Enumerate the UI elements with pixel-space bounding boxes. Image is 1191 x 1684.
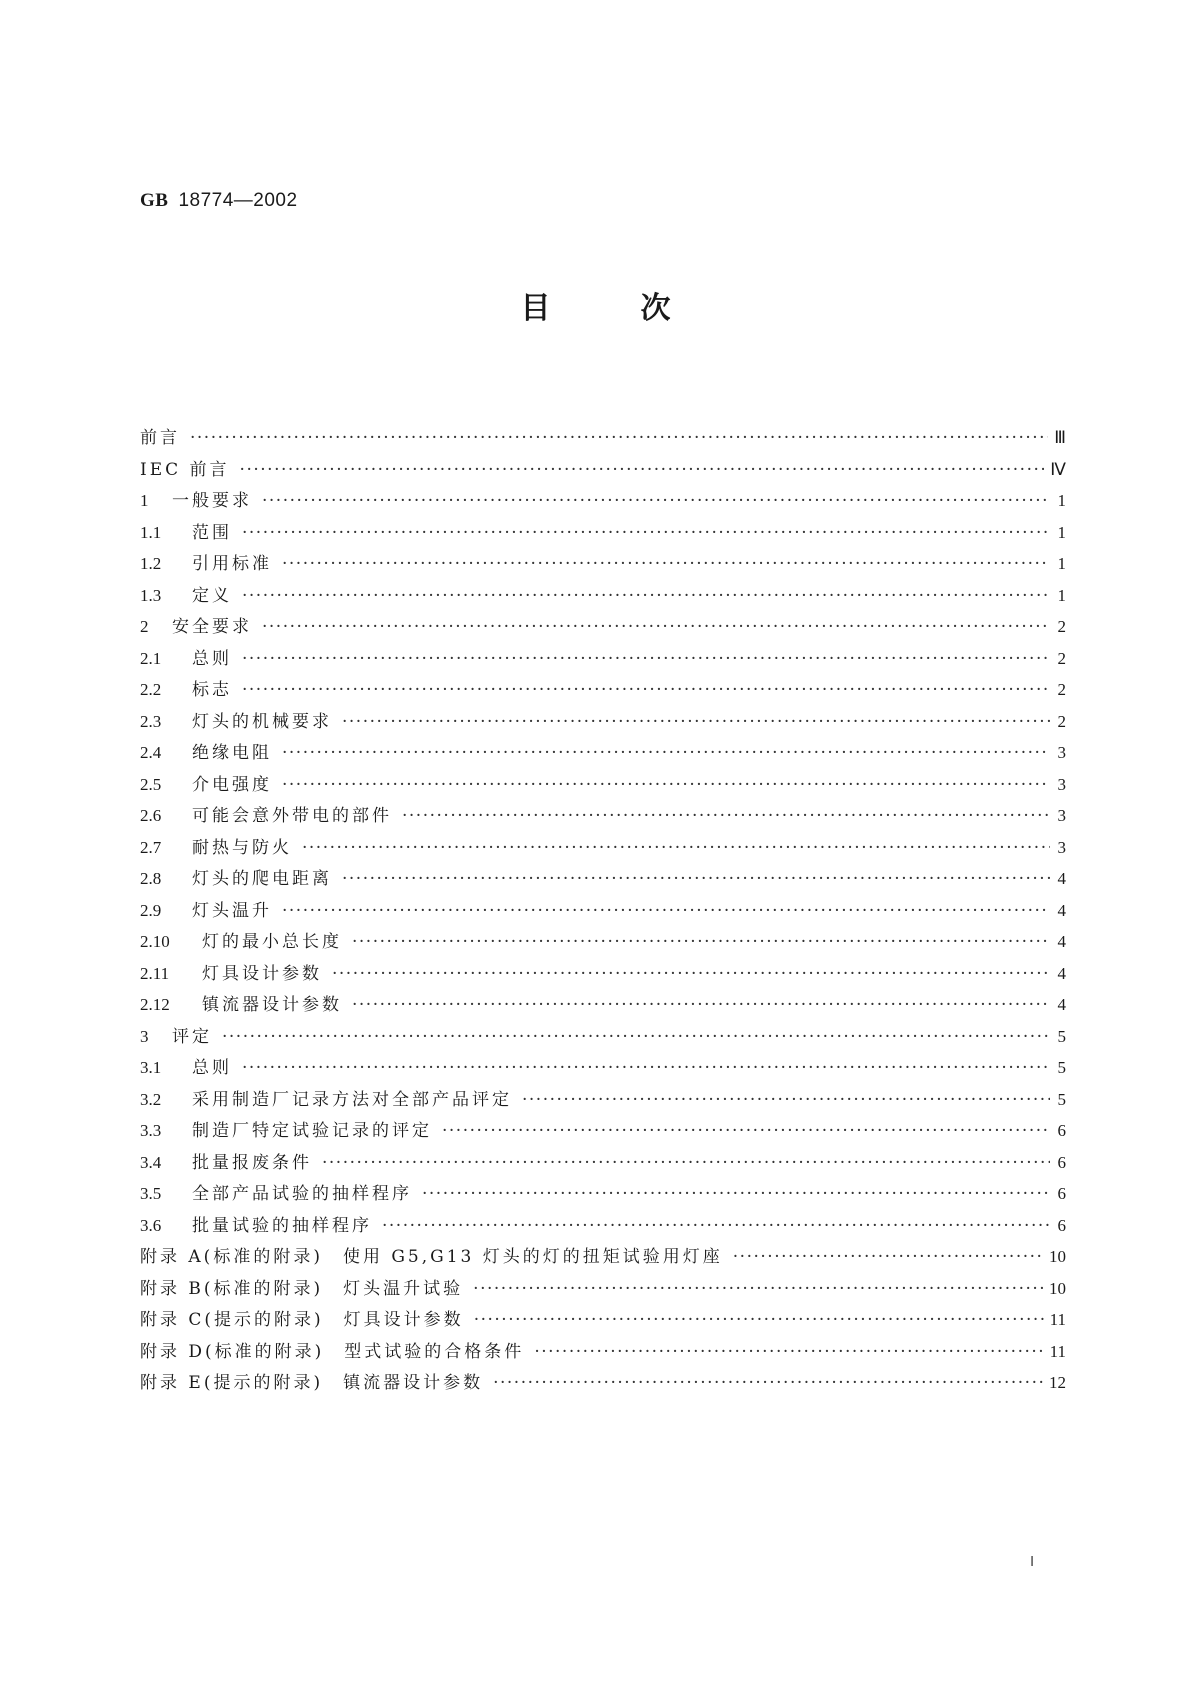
toc-entry[interactable] <box>140 1052 1066 1084</box>
toc-entry[interactable] <box>140 580 1066 612</box>
toc-entry-label: 附录 E(提示的附录) 镇流器设计参数 <box>140 1373 484 1393</box>
toc-entry-label: 绝缘电阻 <box>192 743 272 763</box>
toc-entry-page: 1 <box>1057 522 1066 542</box>
toc-entry-page: 11 <box>1049 1341 1066 1361</box>
toc-entry-label: 耐热与防火 <box>192 837 292 858</box>
toc-entry-page: 2 <box>1057 617 1066 636</box>
toc-entry-number: 2.7 <box>140 837 162 857</box>
toc-entry-number: 2.1 <box>140 648 162 668</box>
toc-entry-label: 介电强度 <box>192 774 272 795</box>
toc-leader-dots <box>474 1305 1044 1337</box>
toc-leader-dots <box>342 707 1050 739</box>
toc-leader-dots <box>242 581 1050 613</box>
toc-leader-dots <box>262 612 1050 644</box>
toc-entry-label: 灯头的爬电距离 <box>192 869 332 889</box>
toc-entry-page: 10 <box>1049 1278 1066 1298</box>
toc-entry-page: 3 <box>1057 806 1066 825</box>
toc-entry-number: 3.4 <box>140 1152 162 1172</box>
toc-leader-dots <box>493 1368 1043 1400</box>
toc-entry-number: 1 <box>140 491 149 510</box>
toc-leader-dots <box>382 1211 1050 1243</box>
toc-entry-number: 2 <box>140 617 149 636</box>
toc-entry-label: 采用制造厂记录方法对全部产品评定 <box>192 1089 512 1110</box>
toc-entry-number: 3.3 <box>140 1121 162 1140</box>
toc-entry-label: 灯头的机械要求 <box>192 711 332 732</box>
toc-entry-page: 6 <box>1057 1121 1066 1140</box>
toc-entry-label: 评定 <box>172 1026 212 1047</box>
toc-entry-page: 10 <box>1049 1247 1066 1266</box>
toc-entry-page: 2 <box>1057 711 1066 731</box>
toc-entry[interactable] <box>140 989 1066 1021</box>
toc-entry-page: Ⅲ <box>1054 428 1066 447</box>
toc-leader-dots <box>733 1242 1043 1274</box>
toc-leader-dots <box>352 927 1050 959</box>
standard-number: 18774—2002 <box>178 190 298 211</box>
toc-leader-dots <box>534 1337 1043 1369</box>
toc-entry-label: 制造厂特定试验记录的评定 <box>192 1121 432 1141</box>
toc-leader-dots <box>242 1053 1050 1085</box>
toc-entry-page: 5 <box>1057 1058 1066 1077</box>
toc-entry-number: 3 <box>140 1026 149 1046</box>
toc-entry-page: 3 <box>1057 774 1066 794</box>
toc-entry-label: 引用标准 <box>192 554 272 574</box>
toc-entry-label: IEC 前言 <box>140 459 230 480</box>
toc-entry-page: 1 <box>1057 491 1066 510</box>
toc-leader-dots <box>402 801 1050 833</box>
toc-entry-number: 2.12 <box>140 995 170 1014</box>
toc-entry-page: 6 <box>1057 1215 1066 1235</box>
toc-entry[interactable] <box>140 800 1066 832</box>
toc-leader-dots <box>242 644 1050 676</box>
toc-entry-label: 前言 <box>140 428 180 448</box>
toc-leader-dots <box>422 1179 1050 1211</box>
toc-entry-page: 3 <box>1057 837 1066 857</box>
toc-entry-page: 4 <box>1057 963 1066 983</box>
toc-entry-number: 1.3 <box>140 585 162 605</box>
toc-entry-label: 一般要求 <box>172 491 252 511</box>
toc-entry-label: 镇流器设计参数 <box>202 995 342 1015</box>
toc-entry-label: 范围 <box>192 522 232 543</box>
toc-entry-number: 1.2 <box>140 554 162 573</box>
toc-entry[interactable] <box>140 485 1066 517</box>
toc-entry-label: 批量试验的抽样程序 <box>192 1215 372 1236</box>
toc-entry-number: 2.5 <box>140 774 162 794</box>
toc-leader-dots <box>282 896 1050 928</box>
toc-entry[interactable] <box>140 737 1066 769</box>
toc-entry[interactable] <box>140 454 1066 486</box>
toc-entry[interactable] <box>140 1210 1066 1242</box>
toc-entry-page: 3 <box>1057 743 1066 762</box>
toc-entry-page: 2 <box>1057 648 1066 668</box>
toc-entry-number: 2.9 <box>140 900 162 920</box>
toc-entry-page: Ⅳ <box>1050 459 1066 479</box>
toc-entry-label: 灯头温升 <box>192 900 272 921</box>
toc-entry[interactable] <box>140 422 1066 454</box>
toc-entry-page: 1 <box>1057 554 1066 573</box>
toc-entry-label: 总则 <box>192 648 232 669</box>
toc-leader-dots <box>332 959 1050 991</box>
toc-entry-number: 2.8 <box>140 869 162 888</box>
toc-entry[interactable] <box>140 863 1066 895</box>
toc-leader-dots <box>190 423 1048 455</box>
toc-entry[interactable] <box>140 1273 1066 1305</box>
toc-entry-page: 12 <box>1049 1373 1066 1392</box>
toc-entry[interactable] <box>140 958 1066 990</box>
toc-entry[interactable] <box>140 1304 1066 1336</box>
toc-entry[interactable] <box>140 832 1066 864</box>
toc-entry-page: 4 <box>1057 932 1066 951</box>
toc-entry[interactable] <box>140 706 1066 738</box>
toc-entry-label: 附录 C(提示的附录) 灯具设计参数 <box>140 1310 464 1330</box>
toc-entry[interactable] <box>140 1367 1066 1399</box>
toc-entry-page: 2 <box>1057 680 1066 699</box>
toc-entry-number: 3.6 <box>140 1215 162 1235</box>
page-title <box>0 283 1191 327</box>
toc-entry[interactable] <box>140 643 1066 675</box>
toc-entry-label: 附录 D(标准的附录) 型式试验的合格条件 <box>140 1341 525 1362</box>
toc-entry[interactable] <box>140 517 1066 549</box>
toc-leader-dots <box>322 1148 1050 1180</box>
toc-entry-number: 3.1 <box>140 1058 162 1077</box>
toc-entry-label: 标志 <box>192 680 232 700</box>
toc-leader-dots <box>302 833 1050 865</box>
toc-leader-dots <box>522 1085 1050 1117</box>
title-char-right: 次 <box>640 291 671 326</box>
toc-entry-number: 2.11 <box>140 963 170 983</box>
toc-entry[interactable] <box>140 611 1066 643</box>
toc-entry-number: 3.5 <box>140 1184 162 1203</box>
toc-entry-page: 11 <box>1049 1310 1066 1329</box>
toc-entry-page: 5 <box>1057 1089 1066 1109</box>
toc-entry-label: 可能会意外带电的部件 <box>192 806 392 826</box>
toc-entry-page: 4 <box>1057 900 1066 920</box>
toc-leader-dots <box>282 738 1050 770</box>
toc-leader-dots <box>342 864 1050 896</box>
toc-entry-number: 1.1 <box>140 522 162 542</box>
toc-entry-label: 灯的最小总长度 <box>202 932 342 952</box>
page-number: Ⅰ <box>1030 1555 1035 1570</box>
toc-leader-dots <box>240 455 1045 487</box>
toc-leader-dots <box>282 770 1050 802</box>
toc-entry-number: 2.2 <box>140 680 162 699</box>
toc-entry-page: 5 <box>1057 1026 1066 1046</box>
toc-entry-label: 安全要求 <box>172 617 252 637</box>
toc-leader-dots <box>242 518 1050 550</box>
toc-entry-number: 2.4 <box>140 743 162 762</box>
toc-entry[interactable] <box>140 548 1066 580</box>
toc-entry[interactable] <box>140 926 1066 958</box>
toc-entry-page: 1 <box>1057 585 1066 605</box>
toc-entry-label: 全部产品试验的抽样程序 <box>192 1184 412 1204</box>
toc-entry-label: 总则 <box>192 1058 232 1078</box>
toc-entry-number: 2.10 <box>140 932 170 951</box>
toc-entry-label: 批量报废条件 <box>192 1152 312 1173</box>
standard-prefix: GB <box>140 190 169 211</box>
standard-code <box>140 189 298 212</box>
toc-entry-page: 6 <box>1057 1152 1066 1172</box>
toc-entry[interactable] <box>140 1178 1066 1210</box>
toc-entry[interactable] <box>140 674 1066 706</box>
toc-entry-label: 定义 <box>192 585 232 606</box>
toc-leader-dots <box>473 1274 1043 1306</box>
toc-entry-page: 4 <box>1057 995 1066 1014</box>
toc-leader-dots <box>442 1116 1050 1148</box>
toc-entry[interactable] <box>140 1021 1066 1053</box>
toc-entry-number: 3.2 <box>140 1089 162 1109</box>
toc-entry-label: 附录 A(标准的附录) 使用 G5,G13 灯头的灯的扭矩试验用灯座 <box>140 1247 723 1267</box>
title-char-left: 目 <box>520 291 551 326</box>
toc-entry[interactable] <box>140 1084 1066 1116</box>
toc-entry-page: 4 <box>1057 869 1066 888</box>
toc-entry[interactable] <box>140 1115 1066 1147</box>
toc-leader-dots <box>242 675 1050 707</box>
toc-entry-label: 附录 B(标准的附录) 灯头温升试验 <box>140 1278 464 1299</box>
toc-leader-dots <box>352 990 1050 1022</box>
toc-leader-dots <box>282 549 1050 581</box>
toc-leader-dots <box>222 1022 1050 1054</box>
toc-entry-number: 2.3 <box>140 711 162 731</box>
toc-entry[interactable] <box>140 1336 1066 1368</box>
toc-entry-page: 6 <box>1057 1184 1066 1203</box>
toc-leader-dots <box>262 486 1050 518</box>
table-of-contents <box>140 422 1066 1399</box>
toc-entry[interactable] <box>140 1147 1066 1179</box>
toc-entry-label: 灯具设计参数 <box>202 963 322 984</box>
toc-entry[interactable] <box>140 895 1066 927</box>
toc-entry[interactable] <box>140 1241 1066 1273</box>
toc-entry-number: 2.6 <box>140 806 162 825</box>
toc-entry[interactable] <box>140 769 1066 801</box>
